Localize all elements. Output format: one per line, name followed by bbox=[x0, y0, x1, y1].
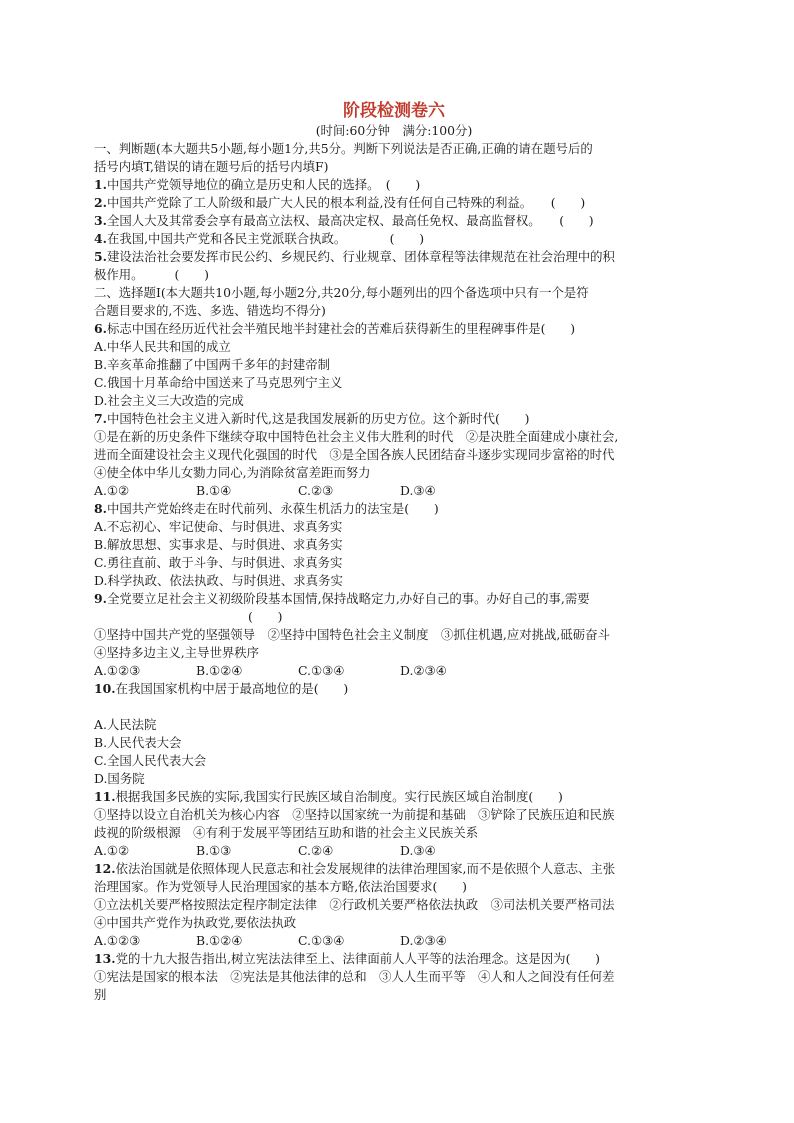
choice-option: B.①③ bbox=[196, 843, 232, 858]
question-text: 在我国,中国共产党和各民主党派联合执政。 ( ) bbox=[106, 231, 425, 246]
choice-option: C.②④ bbox=[298, 843, 334, 858]
question-text: 建设法治社会要发挥市民公约、乡规民约、行业规章、团体章程等法律规范在社会治理中的积 bbox=[106, 249, 615, 264]
choice-row bbox=[94, 932, 694, 950]
statement-line: ④中国共产党作为执政党,要依法执政 bbox=[94, 915, 297, 930]
answer-paren: ( ) bbox=[248, 609, 283, 624]
section-header-line: 一、判断题(本大题共5小题,每小题1分,共5分。判断下列说法是否正确,正确的请在题号后的 bbox=[94, 141, 593, 156]
question-number: 3. bbox=[94, 213, 107, 228]
statement-line: ④坚持多边主义,主导世界秩序 bbox=[94, 645, 260, 660]
choice-row bbox=[94, 482, 694, 500]
question-stem bbox=[94, 590, 694, 608]
section-header-line: 括号内填T,错误的请在题号后的括号内填F) bbox=[94, 159, 329, 174]
question-item bbox=[94, 176, 694, 194]
question-stem bbox=[94, 680, 694, 698]
statement-line: ①是在新的历史条件下继续夺取中国特色社会主义伟大胜利的时代 ②是决胜全面建成小康社会, bbox=[94, 429, 619, 444]
choice-option: A.①② bbox=[94, 483, 130, 498]
choice-option: A.①② bbox=[94, 843, 130, 858]
option: A.人民法院 bbox=[94, 717, 157, 732]
question-number: 6. bbox=[94, 321, 107, 336]
statement-line: ①坚持以设立自治机关为核心内容 ②坚持以国家统一为前提和基础 ③铲除了民族压迫和民族 bbox=[94, 807, 615, 822]
question-text: 中国共产党除了工人阶级和最广大人民的根本利益,没有任何自己特殊的利益。 ( ) bbox=[106, 195, 586, 210]
question-text: 中国共产党领导地位的确立是历史和人民的选择。 ( ) bbox=[106, 177, 421, 192]
section-header-line: 合题目要求的,不选、多选、错选均不得分) bbox=[94, 303, 326, 318]
question-item bbox=[94, 194, 694, 212]
question-text-continued: 极作用。 ( ) bbox=[94, 267, 209, 282]
question-text: 根据我国多民族的实际,我国实行民族区域自治制度。实行民族区域自治制度( ) bbox=[115, 789, 563, 804]
statement-line: 歧视的阶级根源 ④有利于发展平等团结互助和谐的社会主义民族关系 bbox=[94, 825, 479, 840]
option: C.勇往直前、敢于斗争、与时俱进、求真务实 bbox=[94, 555, 343, 570]
question-7 bbox=[94, 410, 694, 500]
option: C.俄国十月革命给中国送来了马克思列宁主义 bbox=[94, 375, 343, 390]
question-10 bbox=[94, 680, 694, 788]
question-12 bbox=[94, 860, 694, 950]
question-text: 标志中国在经历近代社会半殖民地半封建社会的苦难后获得新生的里程碑事件是( ) bbox=[106, 321, 576, 336]
question-stem bbox=[94, 950, 694, 968]
question-stem bbox=[94, 410, 694, 428]
choice-option: A.①②③ bbox=[94, 933, 141, 948]
option: B.辛亥革命推翻了中国两千多年的封建帝制 bbox=[94, 357, 331, 372]
option: D.科学执政、依法执政、与时俱进、求真务实 bbox=[94, 573, 343, 588]
statement-line: ①立法机关要严格按照法定程序制定法律 ②行政机关要严格依法执政 ③司法机关要严格司法 bbox=[94, 897, 615, 912]
question-number: 10. bbox=[94, 681, 116, 696]
exam-page bbox=[94, 100, 694, 1004]
question-item bbox=[94, 248, 694, 266]
question-item bbox=[94, 212, 694, 230]
choice-option: D.③④ bbox=[400, 843, 436, 858]
choice-option: A.①②③ bbox=[94, 663, 141, 678]
question-stem bbox=[94, 860, 694, 878]
section-judgement bbox=[94, 140, 694, 284]
choice-option: B.①②④ bbox=[196, 663, 243, 678]
choice-row bbox=[94, 842, 694, 860]
option: B.解放思想、实事求是、与时俱进、求真务实 bbox=[94, 537, 343, 552]
statement-line: 别 bbox=[94, 987, 107, 1002]
question-text: 全国人大及其常委会享有最高立法权、最高决定权、最高任免权、最高监督权。 ( ) bbox=[106, 213, 594, 228]
question-number: 4. bbox=[94, 231, 107, 246]
question-6 bbox=[94, 320, 694, 410]
question-number: 11. bbox=[94, 789, 116, 804]
statement-line: 治理国家。作为党领导人民治理国家的基本方略,依法治国要求( ) bbox=[94, 879, 467, 894]
page-subtitle: (时间:60分钟 满分:100分) bbox=[315, 123, 473, 138]
choice-option: B.①②④ bbox=[196, 933, 243, 948]
question-text: 党的十九大报告指出,树立宪法法律至上、法律面前人人平等的法治理念。这是因为( ) bbox=[115, 951, 601, 966]
question-text: 依法治国就是依照体现人民意志和社会发展规律的法律治理国家,而不是依照个人意志、主张 bbox=[115, 861, 616, 876]
choice-row bbox=[94, 662, 694, 680]
choice-option: D.②③④ bbox=[400, 933, 447, 948]
question-8 bbox=[94, 500, 694, 590]
option: D.社会主义三大改造的完成 bbox=[94, 393, 244, 408]
choice-option: C.①③④ bbox=[298, 663, 345, 678]
question-text: 中国特色社会主义进入新时代,这是我国发展新的历史方位。这个新时代( ) bbox=[106, 411, 530, 426]
statement-line: ④使全体中华儿女勠力同心,为消除贫富差距而努力 bbox=[94, 465, 371, 480]
question-stem bbox=[94, 320, 694, 338]
question-number: 5. bbox=[94, 249, 107, 264]
question-number: 1. bbox=[94, 177, 107, 192]
page-title: 阶段检测卷六 bbox=[343, 101, 445, 121]
section-choice bbox=[94, 284, 694, 1004]
question-9 bbox=[94, 590, 694, 680]
question-number: 13. bbox=[94, 951, 116, 966]
choice-option: D.②③④ bbox=[400, 663, 447, 678]
question-11 bbox=[94, 788, 694, 860]
option: D.国务院 bbox=[94, 771, 145, 786]
question-stem bbox=[94, 788, 694, 806]
statement-line: ①宪法是国家的根本法 ②宪法是其他法律的总和 ③人人生而平等 ④人和人之间没有任何差 bbox=[94, 969, 615, 984]
question-number: 8. bbox=[94, 501, 107, 516]
choice-option: C.②③ bbox=[298, 483, 334, 498]
question-number: 9. bbox=[94, 591, 107, 606]
question-number: 12. bbox=[94, 861, 116, 876]
statement-line: 进而全面建设社会主义现代化强国的时代 ③是全国各族人民团结奋斗逐步实现同步富裕的时代 bbox=[94, 447, 615, 462]
option: C.全国人民代表大会 bbox=[94, 753, 207, 768]
option: A.不忘初心、牢记使命、与时俱进、求真务实 bbox=[94, 519, 343, 534]
question-13 bbox=[94, 950, 694, 1004]
question-number: 7. bbox=[94, 411, 107, 426]
choice-option: D.③④ bbox=[400, 483, 436, 498]
choice-option: B.①④ bbox=[196, 483, 232, 498]
question-text: 全党要立足社会主义初级阶段基本国情,保持战略定力,办好自己的事。办好自己的事,需要 bbox=[106, 591, 590, 606]
blank-line bbox=[94, 698, 694, 716]
option: B.人民代表大会 bbox=[94, 735, 182, 750]
question-number: 2. bbox=[94, 195, 107, 210]
question-text: 中国共产党始终走在时代前列、永葆生机活力的法宝是( ) bbox=[106, 501, 439, 516]
statement-line: ①坚持中国共产党的坚强领导 ②坚持中国特色社会主义制度 ③抓住机遇,应对挑战,砥砺奋斗 bbox=[94, 627, 610, 642]
question-text: 在我国国家机构中居于最高地位的是( ) bbox=[115, 681, 349, 696]
section-header-line: 二、选择题Ⅰ(本大题共10小题,每小题2分,共20分,每小题列出的四个备选项中只有一个是符 bbox=[94, 285, 589, 300]
question-item bbox=[94, 230, 694, 248]
option: A.中华人民共和国的成立 bbox=[94, 339, 231, 354]
choice-option: C.①③④ bbox=[298, 933, 345, 948]
question-stem bbox=[94, 500, 694, 518]
